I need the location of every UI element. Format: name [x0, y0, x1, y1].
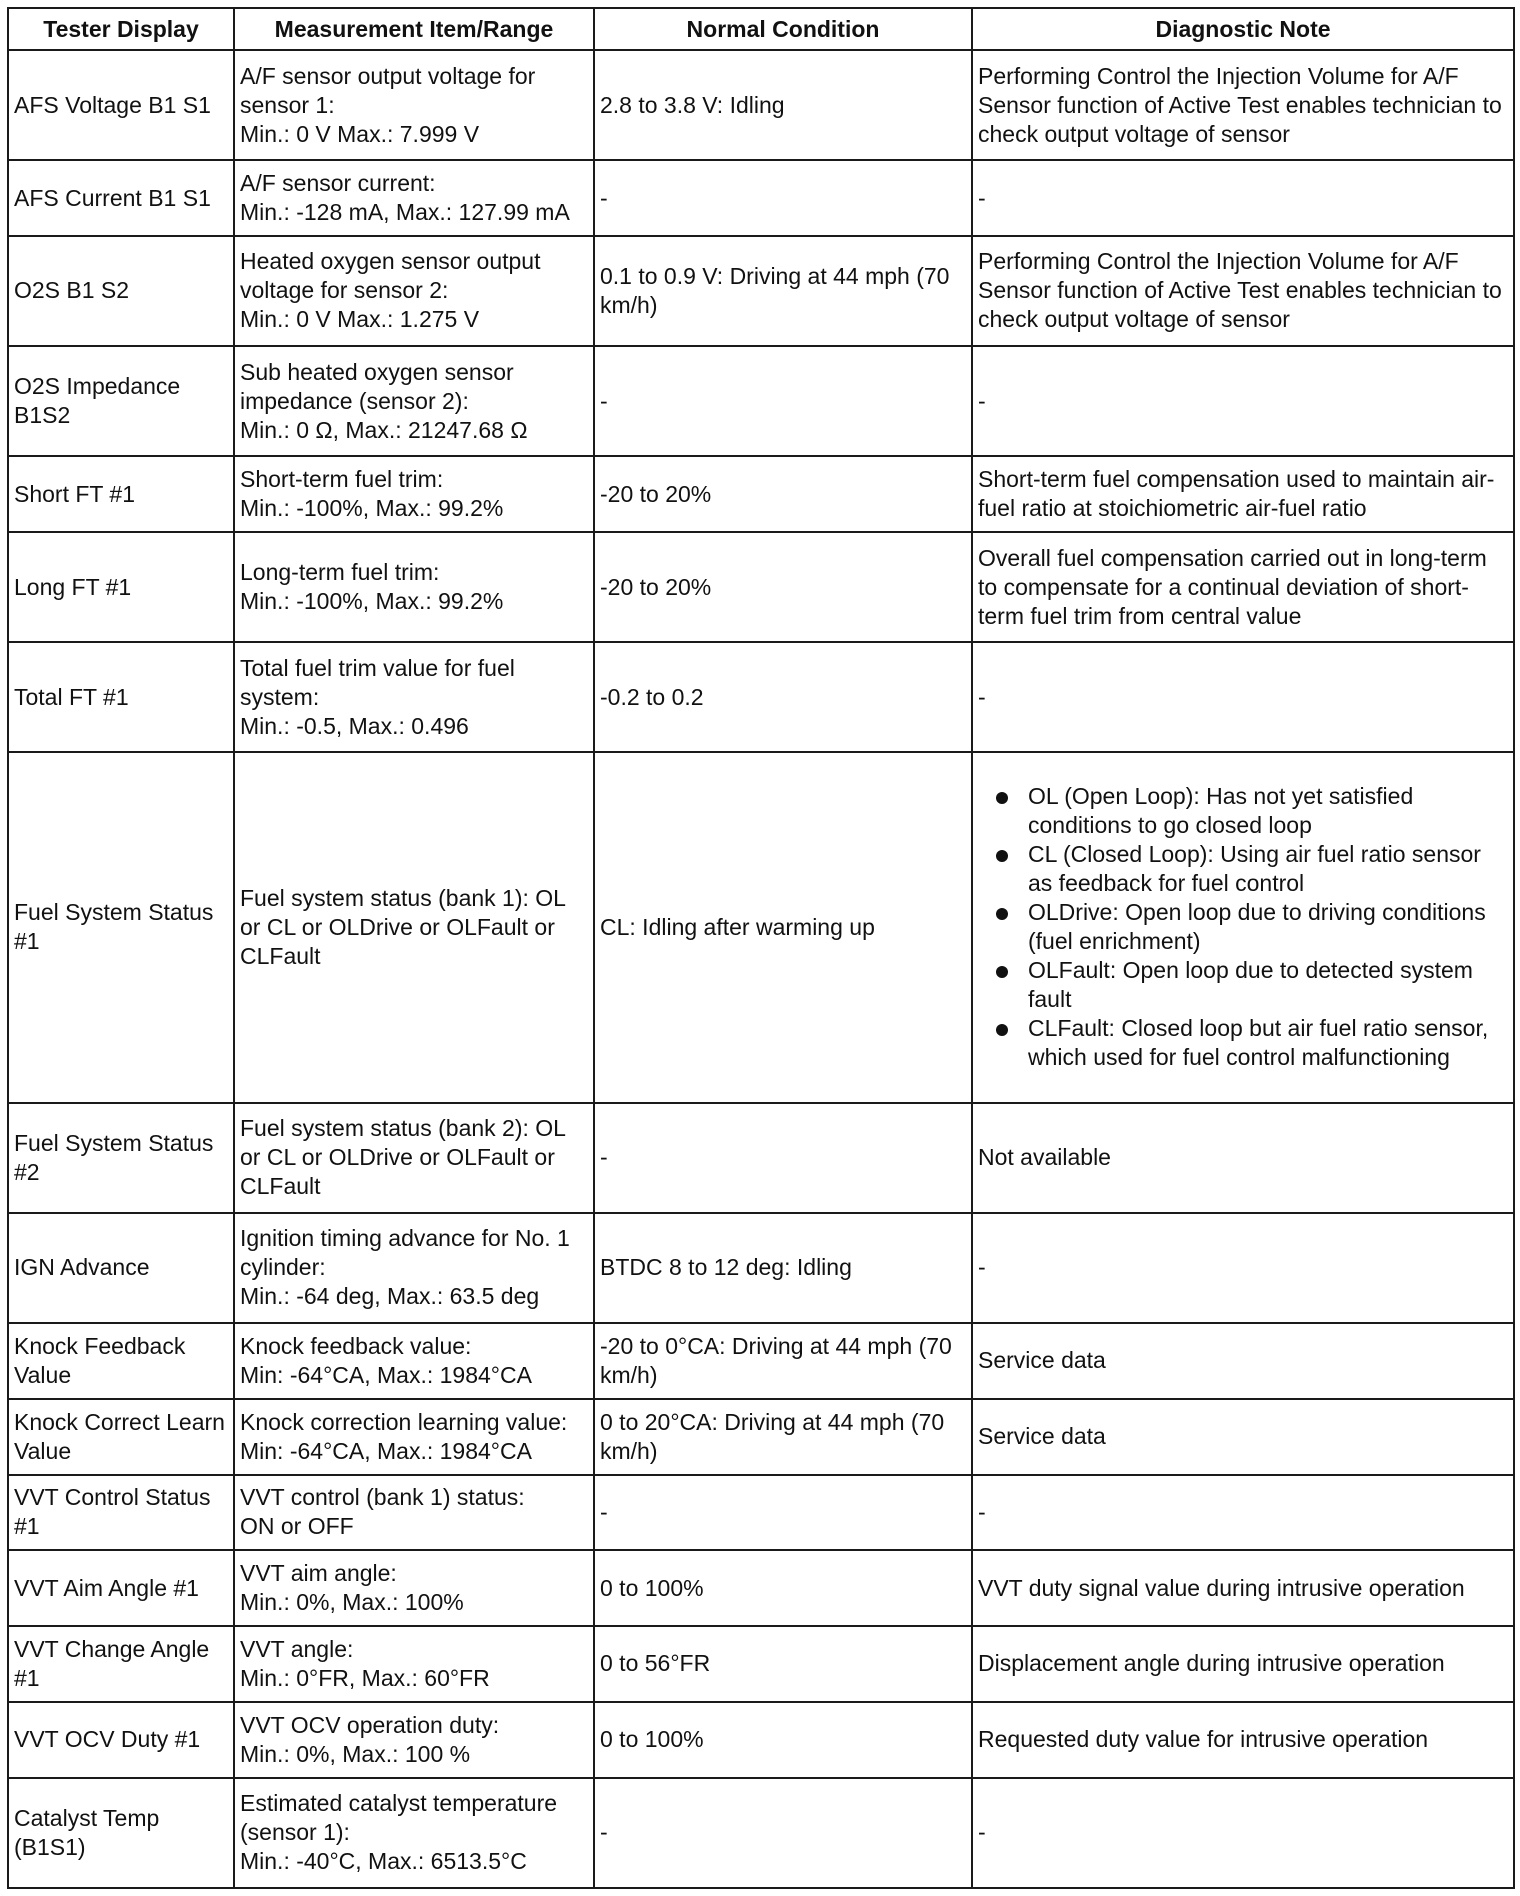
- table-body: [8, 50, 1514, 1888]
- diagnostic-note-cell: Performing Control the Injection Volume for A/F Sensor function of Active Test enables technician to check output voltage of sensor: [972, 236, 1514, 346]
- note-list: [978, 782, 1508, 1072]
- table-row: [8, 160, 1514, 236]
- measurement-line: VVT OCV operation duty:: [240, 1711, 500, 1738]
- normal-condition-cell: -20 to 0°CA: Driving at 44 mph (70 km/h): [594, 1323, 972, 1399]
- tester-display-cell: VVT Change Angle #1: [8, 1626, 234, 1702]
- measurement-line: Fuel system status (bank 2): OL or CL or OLDrive or OLFault or CLFault: [240, 1115, 566, 1200]
- measurement-line: Total fuel trim value for fuel system:: [240, 654, 515, 710]
- diagnostic-note-cell: Service data: [972, 1323, 1514, 1399]
- diagnostic-note-cell: Requested duty value for intrusive operation: [972, 1702, 1514, 1778]
- normal-condition-cell: 0 to 56°FR: [594, 1626, 972, 1702]
- bullet-icon: [996, 1024, 1008, 1036]
- table-row: [8, 1626, 1514, 1702]
- tester-display-cell: Long FT #1: [8, 532, 234, 642]
- tester-display-cell: Fuel System Status #2: [8, 1103, 234, 1213]
- measurement-line: Long-term fuel trim:: [240, 559, 440, 585]
- normal-condition-cell: 0 to 20°CA: Driving at 44 mph (70 km/h): [594, 1399, 972, 1475]
- table-row: [8, 236, 1514, 346]
- table-row: [8, 1213, 1514, 1323]
- tester-display-cell: VVT Aim Angle #1: [8, 1550, 234, 1626]
- normal-condition-cell: 2.8 to 3.8 V: Idling: [594, 50, 972, 160]
- table-row: [8, 642, 1514, 752]
- table-row: [8, 532, 1514, 642]
- normal-condition-cell: CL: Idling after warming up: [594, 752, 972, 1103]
- tester-display-cell: O2S Impedance B1S2: [8, 346, 234, 456]
- measurement-cell: [234, 642, 594, 752]
- tester-display-cell: Knock Correct Learn Value: [8, 1399, 234, 1475]
- measurement-line: Min.: -100%, Max.: 99.2%: [240, 495, 504, 522]
- measurement-line: Fuel system status (bank 1): OL or CL or OLDrive or OLFault or CLFault: [240, 884, 566, 969]
- diagnostic-note-cell: VVT duty signal value during intrusive operation: [972, 1550, 1514, 1626]
- normal-condition-cell: 0 to 100%: [594, 1550, 972, 1626]
- column-header-measurement: Measurement Item/Range: [234, 8, 594, 50]
- tester-display-cell: AFS Current B1 S1: [8, 160, 234, 236]
- bullet-icon: [996, 966, 1008, 978]
- measurement-line: Min.: -64 deg, Max.: 63.5 deg: [240, 1283, 540, 1310]
- measurement-cell: [234, 1550, 594, 1626]
- measurement-line: Min.: 0°FR, Max.: 60°FR: [240, 1664, 490, 1691]
- measurement-cell: [234, 532, 594, 642]
- normal-condition-cell: -: [594, 1103, 972, 1213]
- tester-display-cell: IGN Advance: [8, 1213, 234, 1323]
- measurement-line: A/F sensor current:: [240, 170, 436, 197]
- measurement-line: Ignition timing advance for No. 1 cylinder:: [240, 1225, 570, 1281]
- bullet-icon: [996, 792, 1008, 804]
- tester-display-cell: Total FT #1: [8, 642, 234, 752]
- normal-condition-cell: BTDC 8 to 12 deg: Idling: [594, 1213, 972, 1323]
- table-row: [8, 1702, 1514, 1778]
- measurement-line: Min.: 0 V Max.: 1.275 V: [240, 306, 480, 333]
- measurement-cell: [234, 346, 594, 456]
- measurement-line: A/F sensor output voltage for sensor 1:: [240, 62, 536, 118]
- measurement-cell: [234, 1323, 594, 1399]
- measurement-cell: [234, 1399, 594, 1475]
- measurement-cell: [234, 1103, 594, 1213]
- table-row: [8, 752, 1514, 1103]
- measurement-line: Min: -64°CA, Max.: 1984°CA: [240, 1361, 532, 1388]
- measurement-line: VVT control (bank 1) status:: [240, 1484, 525, 1511]
- normal-condition-cell: -: [594, 1778, 972, 1888]
- table-row: [8, 1323, 1514, 1399]
- measurement-cell: [234, 50, 594, 160]
- tester-display-cell: Catalyst Temp (B1S1): [8, 1778, 234, 1888]
- measurement-line: Min.: -40°C, Max.: 6513.5°C: [240, 1848, 527, 1875]
- normal-condition-cell: -0.2 to 0.2: [594, 642, 972, 752]
- measurement-line: VVT angle:: [240, 1635, 354, 1662]
- tester-display-cell: Fuel System Status #1: [8, 752, 234, 1103]
- measurement-cell: [234, 456, 594, 532]
- measurement-cell: [234, 1778, 594, 1888]
- table-row: [8, 346, 1514, 456]
- measurement-line: Heated oxygen sensor output voltage for sensor 2:: [240, 248, 541, 304]
- diagnostic-note-cell: Short-term fuel compensation used to maintain air-fuel ratio at stoichiometric air-fuel ratio: [972, 456, 1514, 532]
- measurement-cell: [234, 1626, 594, 1702]
- diagnostic-note-cell: Overall fuel compensation carried out in long-term to compensate for a continual deviation of short-term fuel trim from central value: [972, 532, 1514, 642]
- measurement-cell: [234, 236, 594, 346]
- table-row: [8, 1550, 1514, 1626]
- diagnostic-note-cell: -: [972, 1778, 1514, 1888]
- normal-condition-cell: -: [594, 160, 972, 236]
- measurement-line: Estimated catalyst temperature (sensor 1):: [240, 1790, 558, 1846]
- measurement-line: Min.: 0 V Max.: 7.999 V: [240, 120, 480, 147]
- diagnostic-note-cell: Service data: [972, 1399, 1514, 1475]
- measurement-line: Sub heated oxygen sensor impedance (sensor 2):: [240, 358, 514, 414]
- diagnostic-note-cell: [972, 752, 1514, 1103]
- tester-display-cell: AFS Voltage B1 S1: [8, 50, 234, 160]
- note-text: OLFault: Open loop due to detected system fault: [1028, 957, 1473, 1013]
- tester-display-cell: O2S B1 S2: [8, 236, 234, 346]
- measurement-line: Min.: 0%, Max.: 100%: [240, 1589, 464, 1616]
- measurement-line: Min.: 0 Ω, Max.: 21247.68 Ω: [240, 416, 528, 443]
- tester-display-cell: VVT Control Status #1: [8, 1475, 234, 1551]
- note-list-item: [994, 898, 1508, 956]
- measurement-line: VVT aim angle:: [240, 1560, 397, 1587]
- normal-condition-cell: 0 to 100%: [594, 1702, 972, 1778]
- table-row: [8, 1399, 1514, 1475]
- column-header-normal-condition: Normal Condition: [594, 8, 972, 50]
- measurement-cell: [234, 160, 594, 236]
- diagnostic-note-cell: Performing Control the Injection Volume for A/F Sensor function of Active Test enables technician to check output voltage of sensor: [972, 50, 1514, 160]
- measurement-cell: [234, 752, 594, 1103]
- table-row: [8, 1475, 1514, 1551]
- normal-condition-cell: -: [594, 1475, 972, 1551]
- normal-condition-cell: -20 to 20%: [594, 532, 972, 642]
- diagnostic-data-table: [7, 7, 1515, 1889]
- diagnostic-note-cell: -: [972, 346, 1514, 456]
- measurement-line: Min.: -128 mA, Max.: 127.99 mA: [240, 199, 570, 226]
- measurement-line: Min.: 0%, Max.: 100 %: [240, 1740, 471, 1767]
- table-row: [8, 1778, 1514, 1888]
- bullet-icon: [996, 850, 1008, 862]
- measurement-cell: [234, 1702, 594, 1778]
- header-row: [8, 8, 1514, 50]
- measurement-cell: [234, 1475, 594, 1551]
- note-list-item: [994, 1014, 1508, 1072]
- diagnostic-note-cell: Not available: [972, 1103, 1514, 1213]
- normal-condition-cell: 0.1 to 0.9 V: Driving at 44 mph (70 km/h): [594, 236, 972, 346]
- column-header-diagnostic-note: Diagnostic Note: [972, 8, 1514, 50]
- column-header-tester-display: Tester Display: [8, 8, 234, 50]
- diagnostic-note-cell: -: [972, 1475, 1514, 1551]
- tester-display-cell: Knock Feedback Value: [8, 1323, 234, 1399]
- table-row: [8, 456, 1514, 532]
- note-text: CLFault: Closed loop but air fuel ratio sensor, which used for fuel control malfunctioning: [1028, 1015, 1489, 1071]
- diagnostic-note-cell: Displacement angle during intrusive operation: [972, 1626, 1514, 1702]
- note-text: CL (Closed Loop): Using air fuel ratio sensor as feedback for fuel control: [1028, 841, 1481, 897]
- table-row: [8, 1103, 1514, 1213]
- bullet-icon: [996, 908, 1008, 920]
- tester-display-cell: VVT OCV Duty #1: [8, 1702, 234, 1778]
- measurement-line: Min.: -0.5, Max.: 0.496: [240, 712, 469, 739]
- diagnostic-note-cell: -: [972, 642, 1514, 752]
- measurement-line: Min: -64°CA, Max.: 1984°CA: [240, 1437, 532, 1464]
- note-list-item: [994, 782, 1508, 840]
- note-text: OL (Open Loop): Has not yet satisfied conditions to go closed loop: [1028, 783, 1414, 839]
- measurement-line: Short-term fuel trim:: [240, 466, 444, 493]
- diagnostic-note-cell: -: [972, 160, 1514, 236]
- diagnostic-note-cell: -: [972, 1213, 1514, 1323]
- measurement-line: ON or OFF: [240, 1513, 354, 1540]
- measurement-line: Knock feedback value:: [240, 1332, 472, 1359]
- table-row: [8, 50, 1514, 160]
- note-list-item: [994, 840, 1508, 898]
- measurement-cell: [234, 1213, 594, 1323]
- note-text: OLDrive: Open loop due to driving conditions (fuel enrichment): [1028, 899, 1486, 955]
- measurement-line: Knock correction learning value:: [240, 1408, 568, 1435]
- tester-display-cell: Short FT #1: [8, 456, 234, 532]
- measurement-line: Min.: -100%, Max.: 99.2%: [240, 588, 504, 614]
- normal-condition-cell: -: [594, 346, 972, 456]
- normal-condition-cell: -20 to 20%: [594, 456, 972, 532]
- note-list-item: [994, 956, 1508, 1014]
